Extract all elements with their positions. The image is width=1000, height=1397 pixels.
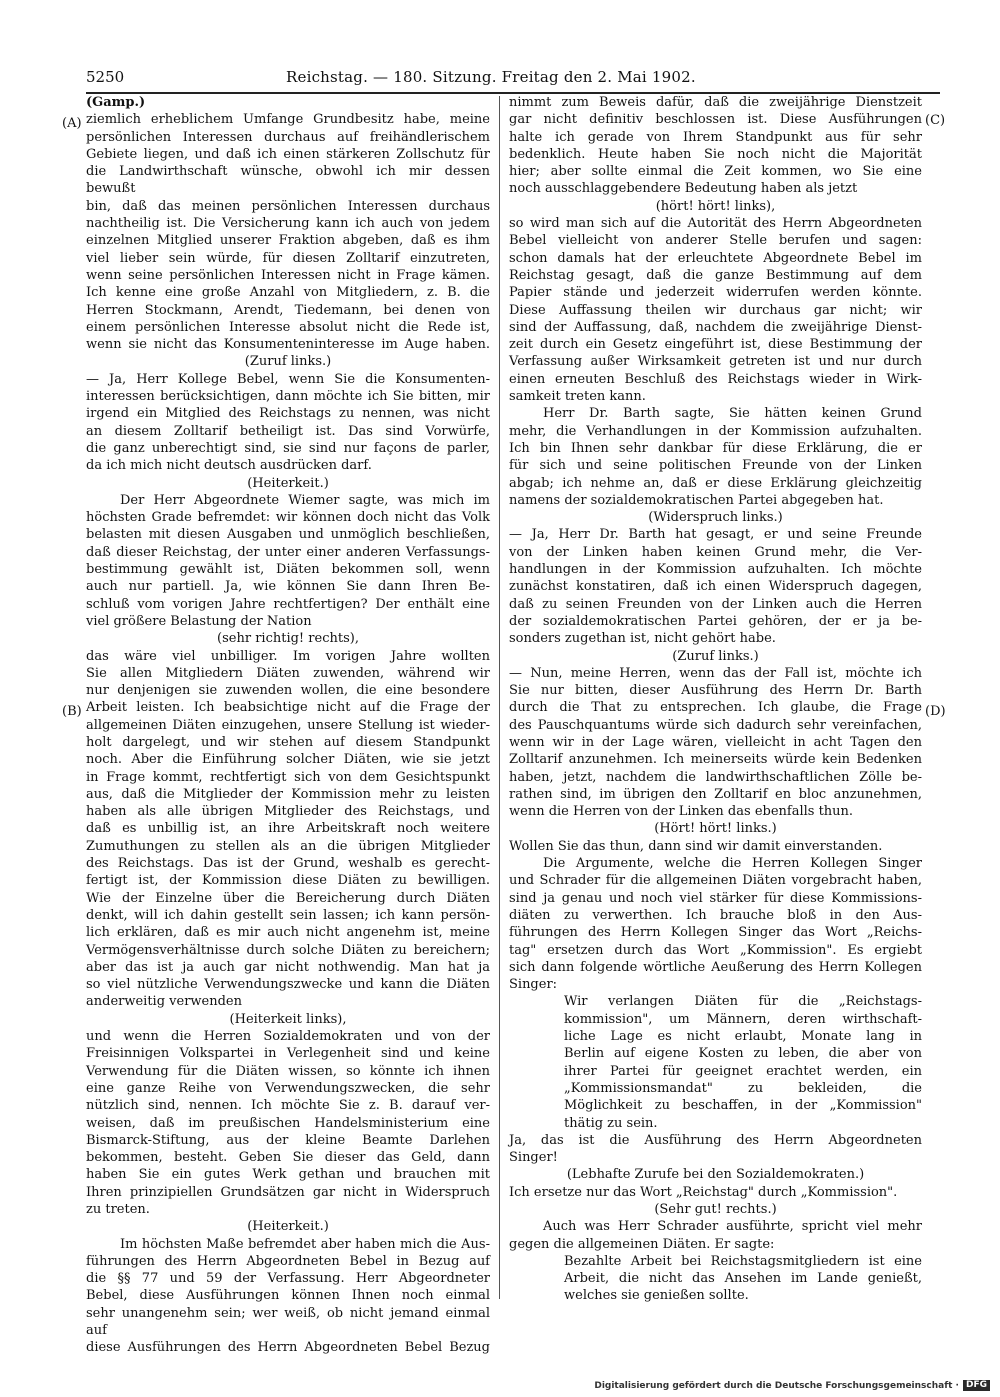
text-line: einzelnen Mitglied unserer Fraktion abgeben, daß es ihm [86,233,490,249]
text-line: Gebiete liegen, und daß ich einen stärkeren Zollschutz für [86,146,490,162]
margin-marker-a: (A) [62,116,82,131]
text-line: Verwendung für die Diäten wissen, so könnte ich ihnen [86,1063,490,1079]
margin-marker-c: (C) [925,113,946,128]
speaker-name: (Gamp.) [86,95,146,110]
text-line: Papier stände und jederzeit widerrufen werden könnte. [509,285,922,301]
text-line: der sozialdemokratischen Partei gehören, der er ja be- [509,613,922,629]
text-line: Bebel vielleicht von anderer Stelle berufen und sagen: [509,233,922,249]
text-line: einem persönlichen Interesse absolut nicht die Rede ist, [86,319,490,335]
text-line: des Pauschquantums würde sich dadurch sehr vereinfachen, [509,717,922,733]
text-line: Berlin auf eigene Kosten zu leben, die aber von [564,1046,922,1062]
text-line: persönlichen Interessen durchaus auf freihändlerischem [86,129,490,145]
text-line: und wenn die Herren Sozialdemokraten und von der [86,1029,490,1045]
interjection: (Sehr gut! rechts.) [654,1202,777,1217]
text-line: Der Herr Abgeordnete Wiemer sagte, was mich im [120,492,490,508]
text-line: anderweitig verwenden [86,994,242,1010]
text-line: Herr Dr. Barth sagte, Sie hätten keinen Grund [543,406,922,422]
text-line: Bezahlte Arbeit bei Reichstagsmitgliedern ist eine [564,1253,922,1269]
left-column [86,94,490,1357]
funding-note: Digitalisierung gefördert durch die Deutsche Forschungsgemeinschaft · [594,1380,959,1391]
interjection: (Zuruf links.) [672,648,759,664]
text-line: an diesem Zolltarif betheiligt ist. Das sind Vorwürfe, [86,423,490,439]
text-line: kommission", um Männern, deren wirthschaft- [564,1011,922,1027]
text-line: viel lieber sein würde, für diesen Zolltarif einzutreten, [86,250,490,266]
text-line: aber das ist ja auch gar nicht nothwendig. Man hat ja [86,959,490,975]
text-line: viel größere Belastung der Nation [86,613,312,629]
interjection: (hört! hört! links), [655,198,776,214]
text-line: diese Ausführungen des Herrn Abgeordneten Bebel Bezug [86,1340,490,1356]
margin-marker-b: (B) [62,704,82,719]
text-line: Diese Auffassung theilen wir durchaus gar nicht; wir [509,302,922,318]
text-line: wenn die Herren von der Linken das ebenfalls thun. [509,804,854,820]
text-line: schon damals hat der erleuchtete Abgeordnete Bebel im [509,250,922,266]
text-line: ihrer Partei für geeignet erachtet werden, ein [564,1063,922,1079]
text-line: hier; aber sollte einmal die Zeit kommen, wo Sie eine [509,164,922,180]
text-line: Freisinnigen Volkspartei in Verlegenheit sind und keine [86,1046,490,1062]
interjection: (Heiterkeit.) [247,1219,329,1235]
text-line: zu treten. [86,1202,150,1217]
text-line: Ja, das ist die Ausführung des Herrn Abgeordneten [509,1132,922,1148]
text-line: handlungen in der Kommission aufzuhalten. Ich möchte [509,562,922,578]
text-line: so viel nützliche Verwendungszwecke und kann die Diäten [86,977,490,993]
text-line: Arbeit, die nicht das Ansehen im Lande genießt, [564,1271,922,1287]
text-line: durch die That zu entsprechen. Ich glaube, die Frage [509,700,922,716]
text-line: liche Lage es nicht erlaubt, Monate lang in [564,1029,922,1045]
text-line: sind ja genau und noch viel stärker für diese Kommissions- [509,890,922,906]
text-line: Auch was Herr Schrader ausführte, spricht viel mehr [543,1219,922,1235]
text-line: diäten zu verwerthen. Ich brauche bloß in den Aus- [509,907,922,923]
text-line: Herren Stockmann, Arendt, Tiedemann, bei denen von [86,302,490,318]
text-line: noch. Aber die Einführung solcher Diäten, wie sie jetzt [86,752,490,768]
text-line: daß es unbillig ist, an ihre Arbeitskraft noch weitere [86,821,490,837]
text-line: Möglichkeit zu beschaffen, in der „Kommission" [564,1098,922,1114]
interjection: (Lebhafte Zurufe bei den Sozialdemokraten.) [566,1167,865,1183]
text-line: nimmt zum Beweis dafür, daß die zweijährige Dienstzeit [509,95,922,110]
text-line: zeit durch ein Gesetz eingeführt ist, diese Bestimmung der [509,337,922,353]
interjection: (Heiterkeit links), [229,1011,347,1027]
text-line: sich dann folgende wörtliche Aeußerung des Herrn Kollegen [509,959,922,975]
text-line: höchsten Grade befremdet: wir können doch nicht das Volk [86,510,490,526]
text-line: sonders zugethan ist, nicht gehört habe. [509,631,776,647]
text-line: Ich ersetze nur das Wort „Reichstag" durch „Kommission". [509,1184,898,1200]
text-line: — Ja, Herr Kollege Bebel, wenn Sie die Konsumenten- [86,371,490,387]
text-line: Bismarck-Stiftung, aus der kleine Beamte Darlehen [86,1132,490,1148]
text-line: wenn wir in der Lage wären, vielleicht in acht Tagen den [509,734,922,750]
dfg-logo: DFG [963,1380,990,1391]
text-line: allgemeinen Diäten einzugehen, unsere Stellung ist wieder- [86,717,490,733]
text-line: — Ja, Herr Dr. Barth hat gesagt, er und seine Freunde [509,527,922,543]
interjection: (Hört! hört! links.) [654,821,777,837]
text-line: gar nicht definitiv beschlossen ist. Diese Ausführungen [509,112,922,128]
text-line: halte ich gerade von Ihrem Standpunkt aus für sehr [509,129,922,145]
text-line: Ich bin Ihnen sehr dankbar für diese Erklärung, die er [509,440,922,456]
text-line: Singer: [509,977,558,993]
text-line: denkt, will ich dahin gestellt sein lassen; ich kann persön- [86,907,490,923]
text-line: haben Sie ein gutes Werk gethan und brauchen mit [86,1167,490,1183]
text-line: Zumuthungen zu stellen als an die übrigen Mitglieder [86,838,490,854]
text-line: Sie allen Mitgliedern Diäten zuwenden, während wir [86,665,490,681]
footer [594,1380,990,1391]
text-line: nur denjenigen sie zuwenden wollen, die eine besondere [86,683,490,699]
text-line: Wir verlangen Diäten für die „Reichstags- [564,994,922,1010]
interjection: (Widerspruch links.) [648,510,783,526]
text-line: bin, daß das meinen persönlichen Interessen durchaus [86,198,490,214]
text-line: „Kommissionsmandat" zu bekleiden, die [564,1080,922,1096]
text-line: da ich mich nicht deutsch ausdrücken darf. [86,458,372,474]
text-line: fertigt ist, der Kommission diese Diäten zu bewilligen. [86,873,490,889]
text-line: Wollen Sie das thun, dann sind wir damit einverstanden. [509,838,883,854]
text-line: daß dieser Reichstag, der unter einer anderen Verfassungs- [86,544,490,560]
interjection: (Heiterkeit.) [247,475,329,491]
text-line: mehr, die Verhandlungen in der Kommission aufzuhalten. [509,423,922,439]
text-line: ziemlich erheblichem Umfange Grundbesitz habe, meine [86,112,490,128]
text-line: welches sie genießen sollte. [564,1288,749,1304]
text-line: zunächst konstatiren, daß ich einen Widerspruch dagegen, [509,579,922,595]
text-line: die Landwirthschaft wünsche, obwohl ich mir dessen bewußt [86,164,490,197]
text-line: — Nun, meine Herren, wenn das der Fall ist, möchte ich [509,665,922,681]
text-line: führungen des Herrn Abgeordneten Bebel in Bezug auf [86,1253,490,1269]
text-line: Die Argumente, welche die Herren Kollegen Singer [543,856,922,872]
text-line: Singer! [509,1150,558,1166]
text-line: belasten mit diesen Ausgaben und unmöglich beschließen, [86,527,490,543]
text-line: samkeit treten kann. [509,389,646,405]
text-line: bekommen, besteht. Geben Sie dieser das Geld, dann [86,1150,490,1166]
text-line: Arbeit leisten. Ich beabsichtige nicht auf die Frage der [86,700,490,716]
text-line: schluß vom vorigen Jahre rechtfertigen? Der enthält eine [86,596,490,612]
text-line: weisen, daß im preußischen Handelsministerium eine [86,1115,490,1131]
text-line: aus, daß die Mitglieder der Kommission mehr zu leisten [86,786,490,802]
text-line: die ganz unberechtigt sind, sie sind nur façons de parler, [86,440,490,456]
text-line: einen erneuten Beschluß des Reichstags wieder in Wirk- [509,371,922,387]
text-line: Vermögensverhältnisse durch solche Diäten zu bereichern; [86,942,490,958]
text-line: noch ausschlaggebendere Bedeutung haben als jetzt [509,181,858,197]
text-line: namens der sozialdemokratischen Partei abgegeben hat. [509,492,884,508]
text-line: Reichstag gesagt, daß die ganze Bestimmung auf dem [509,267,922,283]
text-line: thätig zu sein. [564,1115,658,1131]
text-line: bedenklich. Heute haben Sie noch nicht die Majorität [509,146,922,162]
interjection: (sehr richtig! rechts), [217,631,359,647]
text-line: sehr unangenehm sein; wer weiß, ob nicht jemand einmal auf [86,1305,490,1339]
text-line: nachtheilig ist. Die Versicherung kann ich auch von jedem [86,216,490,232]
text-line: haben als alle übrigen Mitglieder des Reichstags, und [86,804,490,820]
column-divider [499,96,500,1299]
text-line: auch nur partiell. Ja, wie können Sie dann Ihren Be- [86,579,490,595]
text-line: Bebel, diese Ausführungen können Ihnen noch einmal [86,1288,490,1304]
text-line: des Reichstags. Das ist der Grund, weshalb es gerecht- [86,856,490,872]
text-line: gegen die allgemeinen Diäten. Er sagte: [509,1236,775,1252]
page-number: 5250 [86,68,125,86]
text-line: so wird man sich auf die Autorität des Herrn Abgeordneten [509,216,922,232]
text-line: tag" ersetzen durch das Wort „Kommission". Es ergiebt [509,942,922,958]
text-line: von der Linken haben keinen Grund mehr, die Ver- [509,544,922,560]
text-line: Zolltarif anzunehmen. Ich meinerseits würde kein Bedenken [509,752,922,768]
text-line: haben, jetzt, nachdem die landwirthschaftlichen Zölle be- [509,769,922,785]
text-line: Ihren prinzipiellen Grundsätzen gar nicht in Widerspruch [86,1184,490,1200]
text-line: rathen sind, im übrigen den Zolltarif en bloc anzunehmen, [509,786,922,802]
text-line: nützlich sind, nennen. Ich möchte Sie z. B. darauf ver- [86,1098,490,1114]
text-line: für sich und seine politischen Freunde von der Linken [509,458,922,474]
text-line: daß zu seinen Freunden von der Linken auch die Herren [509,596,922,612]
text-line: führungen des Herrn Kollegen Singer das Wort „Reichs- [509,925,922,941]
text-line: eine ganze Reihe von Verwendungszwecken, die sehr [86,1080,490,1096]
text-line: Verfassung außer Wirksamkeit getreten ist und nur durch [509,354,922,370]
text-line: Im höchsten Maße befremdet aber haben mich die Aus- [120,1236,490,1252]
text-line: holt dargelegt, und wir stehen auf diesem Standpunkt [86,734,490,750]
text-line: sind der Auffassung, daß, nachdem die zweijährige Dienst- [509,319,922,335]
text-line: Ich kenne eine große Anzahl von Mitgliedern, z. B. die [86,285,490,301]
text-line: abgab; ich nehme an, daß er diese Erklärung gleichzeitig [509,475,922,491]
margin-marker-d: (D) [925,704,946,719]
text-line: bestimmung gewählt ist, Diäten bekommen soll, wenn [86,562,490,578]
text-line: interessen berücksichtigen, dann möchte ich Sie bitten, mir [86,389,490,405]
page-header [86,66,941,88]
text-line: das wäre viel unbilliger. Im vorigen Jahre wollten [86,648,490,664]
text-line: wenn sie nicht das Konsumenteninteresse im Auge haben. [86,337,490,353]
text-line: irgend ein Mitglied des Reichstags zu nennen, was nicht [86,406,490,422]
text-line: Wie der Einzelne über die Bereicherung durch Diäten [86,890,490,906]
text-line: Sie nur bitten, dieser Ausführung des Herrn Dr. Barth [509,683,922,699]
interjection: (Zuruf links.) [244,354,332,370]
running-title: Reichstag. — 180. Sitzung. Freitag den 2. Mai 1902. [286,68,696,86]
text-line: lich erklären, daß es mir auch nicht angenehm ist, meine [86,925,490,941]
text-line: in Frage kommt, rechtfertigt sich von dem Gesichtspunkt [86,769,490,785]
text-line: die §§ 77 und 59 der Verfassung. Herr Abgeordneter [86,1271,490,1287]
right-column [509,94,922,1305]
text-line: und Schrader für die allgemeinen Diäten vorgebracht haben, [509,873,922,889]
text-line: wenn seine persönlichen Interessen nicht in Frage kämen. [86,267,490,283]
